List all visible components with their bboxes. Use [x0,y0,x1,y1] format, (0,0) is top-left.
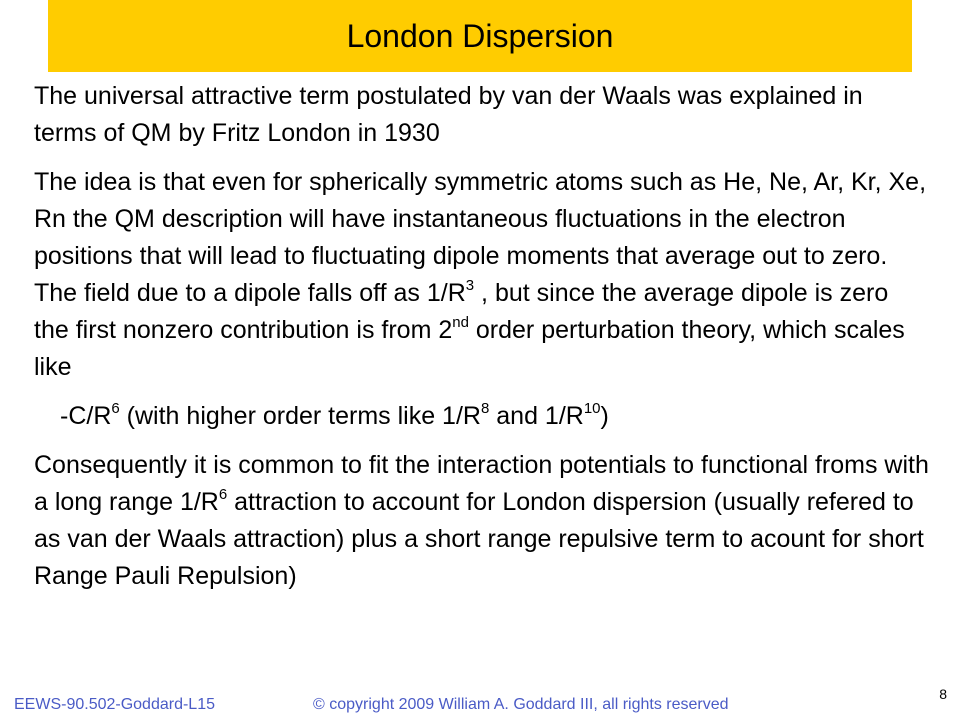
superscript-6: 6 [218,486,228,503]
formula-text-4: ) [600,402,609,430]
paragraph-fluctuations-text-3: order perturbation theory, which scales like [34,316,905,381]
formula-superscript-6: 6 [111,400,120,417]
slide-title: London Dispersion [346,18,614,54]
paragraph-van-der-waals [34,78,929,152]
title-bar [48,0,912,72]
superscript-nd: nd [452,314,469,331]
paragraph-consequently-text-1: Consequently it is common to fit the interaction potentials to functional froms with a long range 1/R [34,451,929,516]
formula-text-1: -C/R [60,402,112,430]
paragraph-fluctuations-text-1: The idea is that even for spherically symmetric atoms such as He, Ne, Ar, Kr, Xe, Rn the QM description will have instantaneous fluctuations in the electron positions that will lead to fluctuating dipole moments that average out to zero. The field due to a dipole falls off as 1/R [34,168,927,307]
dispersion-formula [34,398,929,435]
paragraph-fluctuations [34,164,929,386]
superscript-3: 3 [465,277,475,294]
formula-superscript-10: 10 [583,400,601,417]
formula-text-2: (with higher order terms like 1/R [119,402,481,430]
paragraph-consequently-text-2: attraction to account for London dispersion (usually refered to as van der Waals attraction) plus a short range repulsive term to acount for short Range Pauli Repulsion) [34,488,924,590]
footer-copyright: © copyright 2009 William A. Goddard III, all rights reserved [313,696,729,713]
paragraph-consequently [34,447,929,595]
formula-superscript-8: 8 [480,400,490,417]
paragraph-fluctuations-text-2: , but since the average dipole is zero the first nonzero contribution is from 2 [34,279,889,344]
footer-course-label: EEWS-90.502-Goddard-L15 [14,696,215,713]
page-number: 8 [939,686,947,702]
formula-text-3: and 1/R [489,402,584,430]
slide-body [34,78,929,595]
paragraph-van-der-waals-text: The universal attractive term postulated by van der Waals was explained in terms of QM by Fritz London in 1930 [34,82,863,147]
